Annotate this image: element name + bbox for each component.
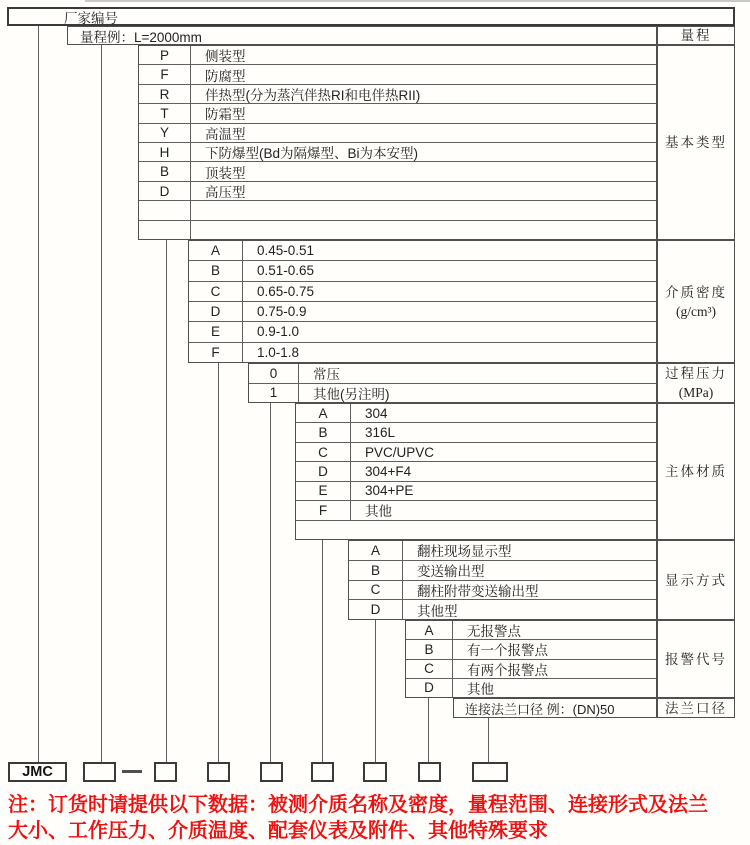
option-row [139, 162, 656, 181]
group-label-flange-size [657, 698, 735, 718]
option-desc [191, 201, 656, 219]
option-desc: 有两个报警点 [467, 662, 548, 678]
option-code: 0 [249, 364, 299, 383]
code-box-range [83, 762, 116, 782]
code-box-material [311, 762, 334, 782]
option-code: D [349, 600, 403, 619]
option-code: D [406, 679, 453, 697]
option-row [189, 302, 656, 322]
option-row [139, 85, 656, 104]
option-row [139, 46, 656, 65]
code-box-basic-type [154, 762, 177, 782]
option-row [139, 143, 656, 162]
ordering-note-line1: 注：订货时请提供以下数据：被测介质名称及密度，量程范围、连接形式及法兰 [8, 794, 708, 816]
section-alarm-code [405, 620, 657, 698]
ordering-note [8, 792, 748, 844]
option-desc: 顶装型 [205, 165, 246, 181]
flange-size-text: 连接法兰口径 例：(DN)50 [465, 701, 615, 717]
option-row [296, 423, 656, 442]
option-row [406, 660, 656, 679]
connector-line-material [322, 540, 323, 762]
connector-line-basic-type [166, 240, 167, 762]
group-label-display-mode [657, 540, 735, 620]
option-desc: 0.9-1.0 [257, 324, 300, 340]
option-row [296, 443, 656, 462]
option-desc: 304+F4 [365, 463, 412, 479]
connector-line-range [101, 45, 102, 762]
option-row [249, 364, 656, 384]
manufacturer-code-box [7, 7, 735, 26]
section-basic-type [138, 45, 657, 240]
range-example-text: 量程例：L=2000mm [80, 29, 202, 45]
connector-line-density [218, 363, 219, 762]
option-row [189, 322, 656, 342]
range-example-row [67, 26, 657, 45]
option-desc: 有一个报警点 [467, 643, 548, 659]
option-desc [191, 221, 656, 239]
option-code: T [139, 104, 191, 122]
section-medium-density [188, 240, 657, 363]
group-label-text: 主体材质 [665, 464, 727, 479]
group-label-text: 量程 [680, 28, 712, 43]
section-body-material [295, 403, 657, 540]
option-code: P [139, 46, 191, 64]
option-desc: 304 [365, 405, 388, 421]
option-row [349, 600, 656, 619]
option-desc: 0.45-0.51 [257, 243, 315, 259]
model-prefix-box [8, 762, 67, 782]
option-desc: 0.51-0.65 [257, 263, 315, 279]
option-desc: 其他型 [417, 603, 458, 619]
code-box-flange [472, 762, 508, 782]
option-code [296, 521, 351, 539]
option-desc: 高温型 [205, 126, 246, 142]
ordering-note-line2: 大小、工作压力、介质温度、配套仪表及附件、其他特殊要求 [8, 820, 548, 842]
option-row [249, 384, 656, 403]
connector-line-flange [488, 718, 489, 762]
option-code: B [139, 162, 191, 180]
option-desc: 其他 [365, 504, 392, 520]
option-row [139, 221, 656, 239]
group-label-basic-type [657, 45, 735, 240]
option-row [349, 541, 656, 561]
option-row [139, 104, 656, 123]
option-code: D [139, 182, 191, 200]
option-code: C [349, 581, 403, 600]
code-box-density [207, 762, 230, 782]
option-desc: 无报警点 [467, 624, 521, 640]
option-code: B [349, 561, 403, 580]
connector-line-pressure [270, 403, 271, 762]
page-top-rule [85, 0, 750, 2]
option-row [296, 404, 656, 423]
section-process-pressure [248, 363, 657, 403]
code-box-pressure [260, 762, 283, 782]
option-desc: 常压 [313, 367, 340, 383]
group-label-text: 报警代号 [665, 651, 727, 667]
group-label-unit: (g/cm³) [675, 303, 717, 319]
option-code: C [296, 443, 351, 461]
option-code: A [406, 621, 453, 639]
option-desc: 0.75-0.9 [257, 304, 307, 320]
group-label-text: 过程压力 [665, 366, 727, 381]
option-code: F [296, 501, 351, 519]
code-box-alarm [418, 762, 441, 782]
option-code: H [139, 143, 191, 161]
option-code: R [139, 85, 191, 103]
option-code: D [189, 302, 243, 321]
manufacturer-code-label: 厂家编号 [64, 10, 118, 26]
option-code: B [296, 423, 351, 441]
option-row [139, 201, 656, 220]
option-code: C [189, 282, 243, 301]
option-desc: 侧装型 [205, 49, 246, 65]
option-desc: 伴热型(分为蒸汽伴热RI和电伴热RII) [205, 88, 421, 104]
option-desc: 其他(另注明) [313, 386, 390, 402]
option-code: B [406, 640, 453, 658]
model-prefix-text: JMC [22, 764, 53, 780]
option-code: C [406, 660, 453, 678]
option-desc: 1.0-1.8 [257, 344, 300, 360]
option-desc: 高压型 [205, 185, 246, 201]
option-code: A [349, 541, 403, 560]
option-desc: 变送输出型 [417, 564, 485, 580]
group-label-process-pressure [657, 363, 735, 403]
group-label-text: 基本类型 [665, 135, 727, 150]
option-desc: PVC/UPVC [365, 444, 435, 460]
option-row [139, 65, 656, 84]
option-row [189, 261, 656, 281]
option-code: F [189, 343, 243, 362]
option-row [349, 561, 656, 581]
section-display-mode [348, 540, 657, 620]
option-row [406, 621, 656, 640]
option-desc: 304+PE [365, 483, 414, 499]
option-code: F [139, 65, 191, 83]
option-row [296, 521, 656, 539]
group-label-text: 法兰口径 [665, 700, 727, 716]
option-code: 1 [249, 384, 299, 403]
group-label-text: 介质密度 [665, 284, 727, 300]
option-row [406, 679, 656, 697]
option-code: A [296, 404, 351, 422]
option-desc: 翻柱附带变送输出型 [417, 583, 539, 599]
option-row [349, 581, 656, 601]
option-row [189, 282, 656, 302]
group-label-text: 显示方式 [665, 572, 727, 588]
option-code: A [189, 241, 243, 260]
option-row [139, 124, 656, 143]
group-label-body-material [657, 403, 735, 540]
group-label-medium-density [657, 240, 735, 363]
flange-size-row [453, 698, 657, 718]
option-row [189, 343, 656, 362]
option-row [296, 501, 656, 520]
option-code: D [296, 462, 351, 480]
option-row [139, 182, 656, 201]
connector-line-manufacturer [38, 26, 39, 762]
option-row [406, 640, 656, 659]
option-desc: 防腐型 [205, 68, 246, 84]
option-desc: 翻柱现场显示型 [417, 544, 512, 560]
group-label-unit: (MPa) [678, 385, 714, 400]
option-desc: 防霜型 [205, 107, 246, 123]
option-code: E [189, 322, 243, 341]
option-code: B [189, 261, 243, 280]
option-desc: 其他 [467, 681, 494, 697]
code-box-display [363, 762, 387, 782]
option-desc [351, 521, 656, 539]
option-desc: 下防爆型(Bd为隔爆型、Bi为本安型) [205, 146, 419, 162]
option-code [139, 221, 191, 239]
option-row [296, 462, 656, 481]
option-code [139, 201, 191, 219]
group-label-alarm-code [657, 620, 735, 698]
model-code-dash [122, 770, 142, 773]
option-code: Y [139, 124, 191, 142]
group-label-range [657, 26, 735, 45]
option-row [189, 241, 656, 261]
option-desc: 0.65-0.75 [257, 283, 315, 299]
option-code: E [296, 482, 351, 500]
option-desc: 316L [365, 425, 396, 441]
connector-line-alarm [428, 698, 429, 762]
connector-line-display [375, 620, 376, 762]
option-row [296, 482, 656, 501]
